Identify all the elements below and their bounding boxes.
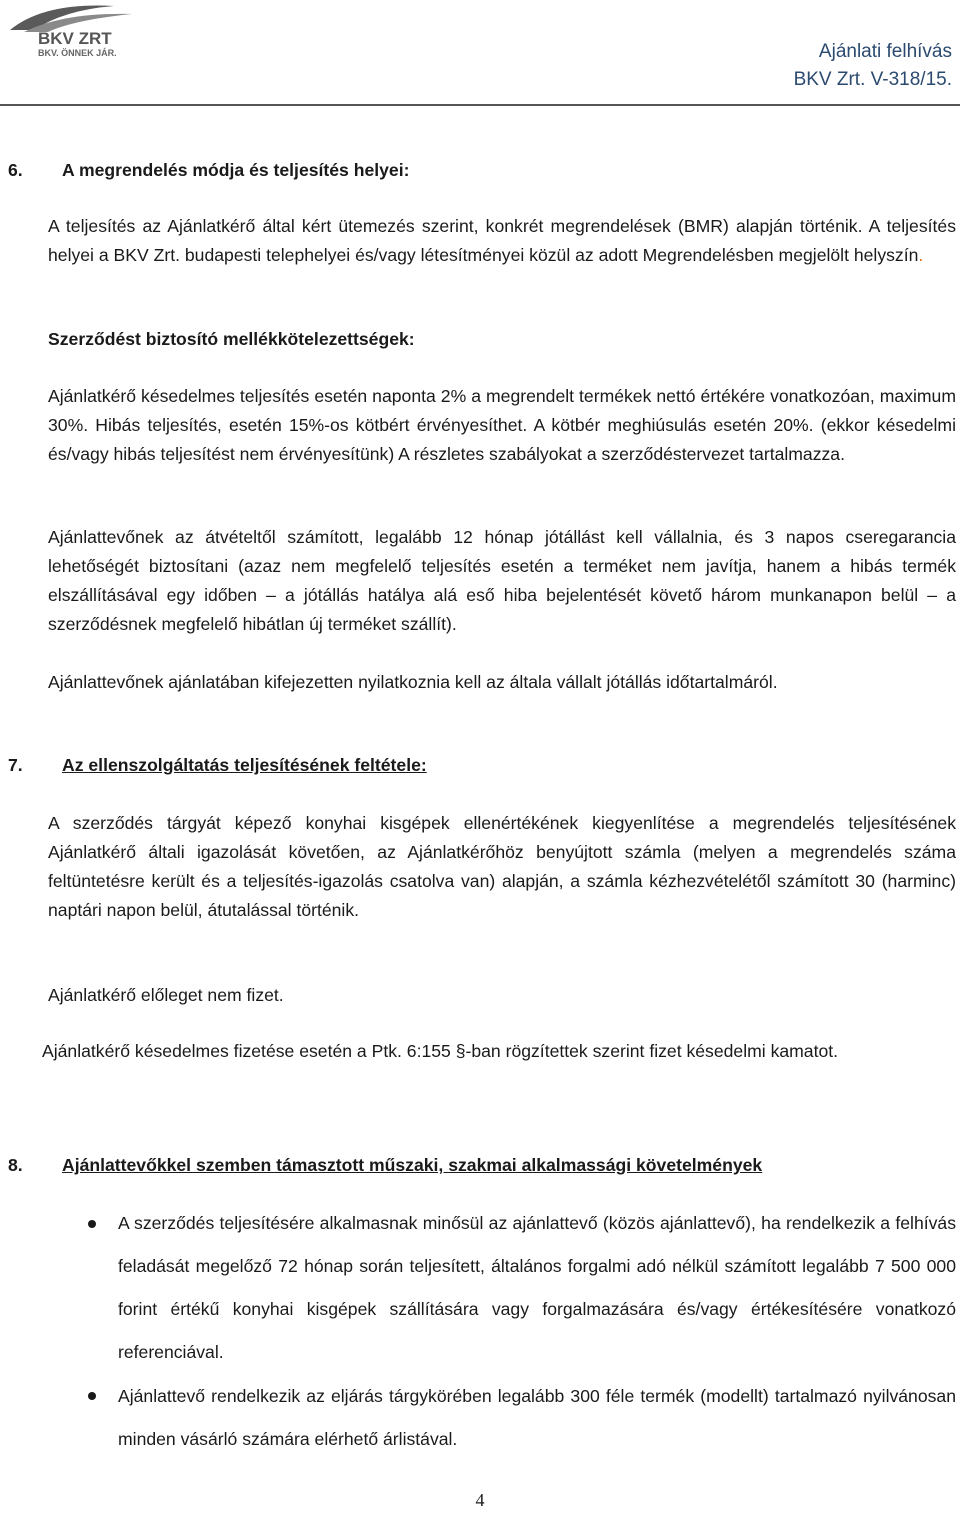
section-6-paragraph-1-text: A teljesítés az Ajánlatkérő által kért ütemezés szerint, konkrét megrendelések (BMR) alapján történik. A teljesítés helyei a BKV Zrt. budapesti telephelyei és/vagy létesítményei közül az adott Megrendelésben megjelölt helyszín (48, 216, 956, 265)
header-right (794, 38, 952, 94)
section-6-paragraph-1-end: . (918, 245, 924, 265)
section-6-paragraph-3: Ajánlattevőnek az átvételtől számított, legalább 12 hónap jótállást kell vállalnia, és 3 napos cseregarancia lehetőségét biztosítani (azaz nem megfelelő teljesítés esetén a terméket nem javítja, hanem a hibás termék elszállításával egy időben – a jótállás hatálya alá eső hiba bejelentését követő három munkanapon belül – a szerződésnek megfelelő hibátlan új terméket szállít). (48, 527, 956, 634)
section-7-paragraph-2: Ajánlatkérő előleget nem fizet. (48, 985, 284, 1005)
section-7-number: 7. (8, 755, 23, 775)
logo-text: BKV ZRT (38, 29, 112, 48)
section-7-title: Az ellenszolgáltatás teljesítésének feltétele: (62, 755, 427, 775)
bkv-logo-mark (4, 0, 134, 62)
section-6-number: 6. (8, 160, 23, 180)
bullet-dot (88, 1220, 96, 1228)
section-7-paragraph-3: Ajánlatkérő késedelmes fizetése esetén a Ptk. 6:155 §-ban rögzítettek szerint fizet késedelmi kamatot. (42, 1041, 839, 1061)
requirement-bullet-2: Ajánlattevő rendelkezik az eljárás tárgykörében legalább 300 féle termék (modellt) tartalmazó nyilvánosan minden vásárló számára elérhető árlistával. (118, 1386, 956, 1449)
requirement-bullet-1: A szerződés teljesítésére alkalmasnak minősül az ajánlattevő (közös ajánlattevő), ha rendelkezik a felhívás feladását megelőző 72 hónap során teljesített, általános forgalmi adó nélkül számított legalább 7 500 000 forint értékű konyhai kisgépek szállítására vagy forgalmazására és/vagy értékesítésére vonatkozó referenciával. (118, 1213, 956, 1362)
section-6-subheading: Szerződést biztosító mellékkötelezettségek: (48, 329, 415, 349)
section-7-paragraph-1: A szerződés tárgyát képező konyhai kisgépek ellenértékének kiegyenlítése a megrendelés teljesítésének Ajánlatkérő általi igazolását követően, az Ajánlatkérőhöz benyújtott számla (melyen a megrendelés száma feltüntetésre került és a teljesítés-igazolás csatolva van) alapján, a számla kézhezvételétől számított 30 (harminc) naptári napon belül, átutalással történik. (48, 813, 956, 920)
header-rule (0, 104, 960, 106)
document-type: Ajánlati felhívás (818, 41, 952, 62)
page-number: 4 (475, 1490, 485, 1510)
logo-slogan: BKV. ÖNNEK JÁR. (38, 48, 117, 58)
section-6-paragraph-4: Ajánlattevőnek ajánlatában kifejezetten nyilatkoznia kell az általa vállalt jótállás időtartalmáról. (48, 672, 778, 692)
section-6-title: A megrendelés módja és teljesítés helyei: (62, 160, 410, 180)
section-6-paragraph-1 (48, 212, 956, 270)
document-reference: BKV Zrt. V-318/15. (793, 69, 952, 90)
bkv-logo (4, 0, 134, 62)
section-6-paragraph-2: Ajánlatkérő késedelmes teljesítés esetén naponta 2% a megrendelt termékek nettó értékére vonatkozóan, maximum 30%. Hibás teljesítés, esetén 15%-os kötbért érvényesíthet. A kötbér meghiúsulás esetén 20%. (ekkor késedelmi és/vagy hibás teljesítést nem érvényesítünk) A részletes szabályokat a szerződéstervezet tartalmazza. (48, 386, 956, 464)
section-8-title: Ajánlattevőkkel szemben támasztott műszaki, szakmai alkalmassági követelmények (62, 1155, 763, 1175)
bullet-dot (88, 1392, 96, 1400)
section-8-number: 8. (8, 1155, 23, 1175)
